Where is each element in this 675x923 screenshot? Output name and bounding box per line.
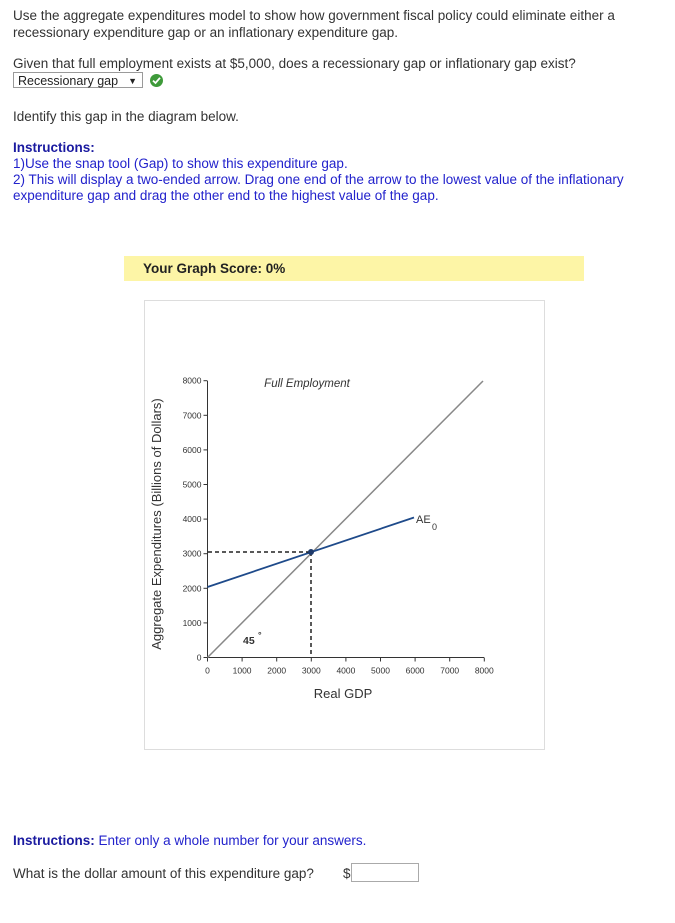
identify-text: Identify this gap in the diagram below. <box>13 109 239 124</box>
equilibrium-point[interactable] <box>308 549 314 555</box>
full-employment-label: Full Employment <box>264 378 350 390</box>
question-intro: Use the aggregate expenditures model to show how government fiscal policy could eliminate either a recessionary expenditure gap or an inflationary expenditure gap. <box>13 8 615 40</box>
ae-subscript: 0 <box>432 522 438 532</box>
question-prompt: Given that full employment exists at $5,000, does a recessionary gap or inflationary gap exist? <box>13 56 576 71</box>
ae-label: AE <box>416 514 431 526</box>
y-axis-label: Aggregate Expenditures (Billions of Dollars) <box>149 398 164 650</box>
x-tick-label: 1000 <box>232 665 252 676</box>
instructions-heading: Instructions: <box>13 140 95 155</box>
gap-amount-input[interactable] <box>351 863 419 882</box>
x-tick-label: 4000 <box>336 665 356 676</box>
y-tick-label: 8000 <box>182 375 202 386</box>
y-tick-label: 2000 <box>182 583 202 594</box>
dropdown-arrow-icon: ▼ <box>128 76 137 86</box>
degree-symbol: ° <box>258 630 262 640</box>
dropdown-value: Recessionary gap <box>18 74 119 88</box>
currency-symbol: $ <box>343 866 351 881</box>
x-axis-label: Real GDP <box>313 686 373 701</box>
instruction-step-1: 1)Use the snap tool (Gap) to show this expenditure gap. <box>13 156 348 171</box>
graph-score-banner: Your Graph Score: 0% <box>124 256 584 281</box>
y-tick-label: 5000 <box>182 479 202 490</box>
x-tick-label: 6000 <box>405 665 425 676</box>
angle-label: 45 <box>243 635 255 647</box>
gap-amount-question: What is the dollar amount of this expenditure gap? <box>13 866 314 881</box>
y-tick-label: 6000 <box>182 444 202 455</box>
answer-instructions <box>13 833 366 848</box>
y-tick-label: 0 <box>196 652 202 663</box>
y-tick-label: 4000 <box>182 514 202 525</box>
x-tick-label: 7000 <box>440 665 460 676</box>
answer-instructions-heading: Instructions: <box>13 833 95 848</box>
answer-instructions-text: Enter only a whole number for your answers. <box>98 833 367 848</box>
instruction-step-2: 2) This will display a two-ended arrow. Drag one end of the arrow to the lowest value of the inflationary expenditure gap and drag the other end to the highest value of the gap. <box>13 172 624 203</box>
y-tick-label: 1000 <box>182 617 202 628</box>
y-tick-label: 3000 <box>182 548 202 559</box>
x-tick-label: 0 <box>205 665 210 676</box>
y-tick-label: 7000 <box>182 410 202 421</box>
x-tick-label: 2000 <box>267 665 287 676</box>
x-tick-label: 5000 <box>371 665 390 676</box>
x-tick-label: 3000 <box>301 665 321 676</box>
forty-five-degree-line <box>208 381 484 658</box>
x-tick-label: 8000 <box>474 665 494 676</box>
